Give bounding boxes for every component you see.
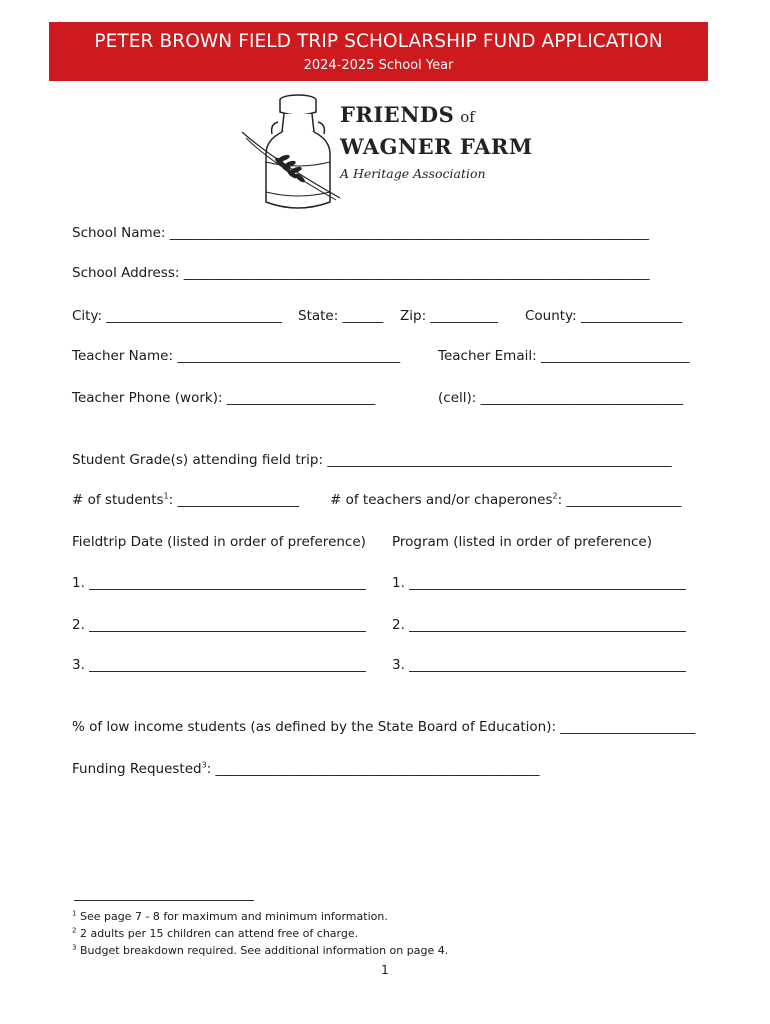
program-header: Program (listed in order of preference) <box>392 534 653 550</box>
fieldtrip-date-header: Fieldtrip Date (listed in order of preference) <box>72 534 366 550</box>
logo-friends-text: FRIENDS of <box>340 102 475 127</box>
low-income-field[interactable]: % of low income students (as defined by the State Board of Education): ____________________ <box>72 719 696 735</box>
school-address-field[interactable]: School Address: _____________________________________________________________________ <box>72 265 650 281</box>
program-2-field[interactable]: 2. _________________________________________ <box>392 617 686 633</box>
teacher-phone-field[interactable]: Teacher Phone (work): ______________________ <box>72 390 376 406</box>
footnote-divider <box>74 900 254 901</box>
teacher-name-field[interactable]: Teacher Name: _________________________________ <box>72 348 401 364</box>
school-year: 2024-2025 School Year <box>303 58 454 73</box>
page-number: 1 <box>381 963 389 977</box>
footnote-3: $^3$ Budget breakdown required. See additional information on page 4. <box>72 943 449 957</box>
school-name-field[interactable]: School Name: _______________________________________________________________________ <box>72 225 650 241</box>
fieldtrip-date-1-field[interactable]: 1. _________________________________________ <box>72 575 366 591</box>
friends-of-wagner-farm-logo <box>236 92 536 218</box>
footnote-1: $^1$ See page 7 - 8 for maximum and minimum information. <box>72 909 388 923</box>
footnote-2: $^2$ 2 adults per 15 children can attend free of charge. <box>72 926 359 940</box>
logo-tagline: A Heritage Association <box>340 166 486 181</box>
cell-phone-field[interactable]: (cell): ______________________________ <box>438 390 684 406</box>
footnote-ref-3: 3 <box>201 760 207 770</box>
funding-requested-field[interactable]: Funding Requested$^3$: ________________________________________________ <box>72 760 540 777</box>
city-field[interactable]: City: __________________________ <box>72 308 282 324</box>
county-field[interactable]: County: _______________ <box>525 308 683 324</box>
program-1-field[interactable]: 1. _________________________________________ <box>392 575 686 591</box>
program-3-field[interactable]: 3. _________________________________________ <box>392 657 686 673</box>
footnote-ref-2: 2 <box>552 491 558 501</box>
footnote-ref-1: 1 <box>163 491 169 501</box>
student-grade-field[interactable]: Student Grade(s) attending field trip: ___________________________________________________ <box>72 452 672 468</box>
form-title: PETER BROWN FIELD TRIP SCHOLARSHIP FUND APPLICATION <box>94 31 663 52</box>
num-students-field[interactable]: # of students$^1$: __________________ <box>72 491 299 508</box>
header-banner <box>49 22 708 81</box>
milk-can-icon <box>236 92 346 218</box>
state-field[interactable]: State: ______ <box>298 308 384 324</box>
zip-field[interactable]: Zip: __________ <box>400 308 498 324</box>
logo-wagner-farm-text: WAGNER FARM <box>340 134 533 159</box>
teacher-email-field[interactable]: Teacher Email: ______________________ <box>438 348 690 364</box>
fieldtrip-date-3-field[interactable]: 3. _________________________________________ <box>72 657 366 673</box>
num-teachers-field[interactable]: # of teachers and/or chaperones$^2$: _________________ <box>330 491 682 508</box>
fieldtrip-date-2-field[interactable]: 2. _________________________________________ <box>72 617 366 633</box>
